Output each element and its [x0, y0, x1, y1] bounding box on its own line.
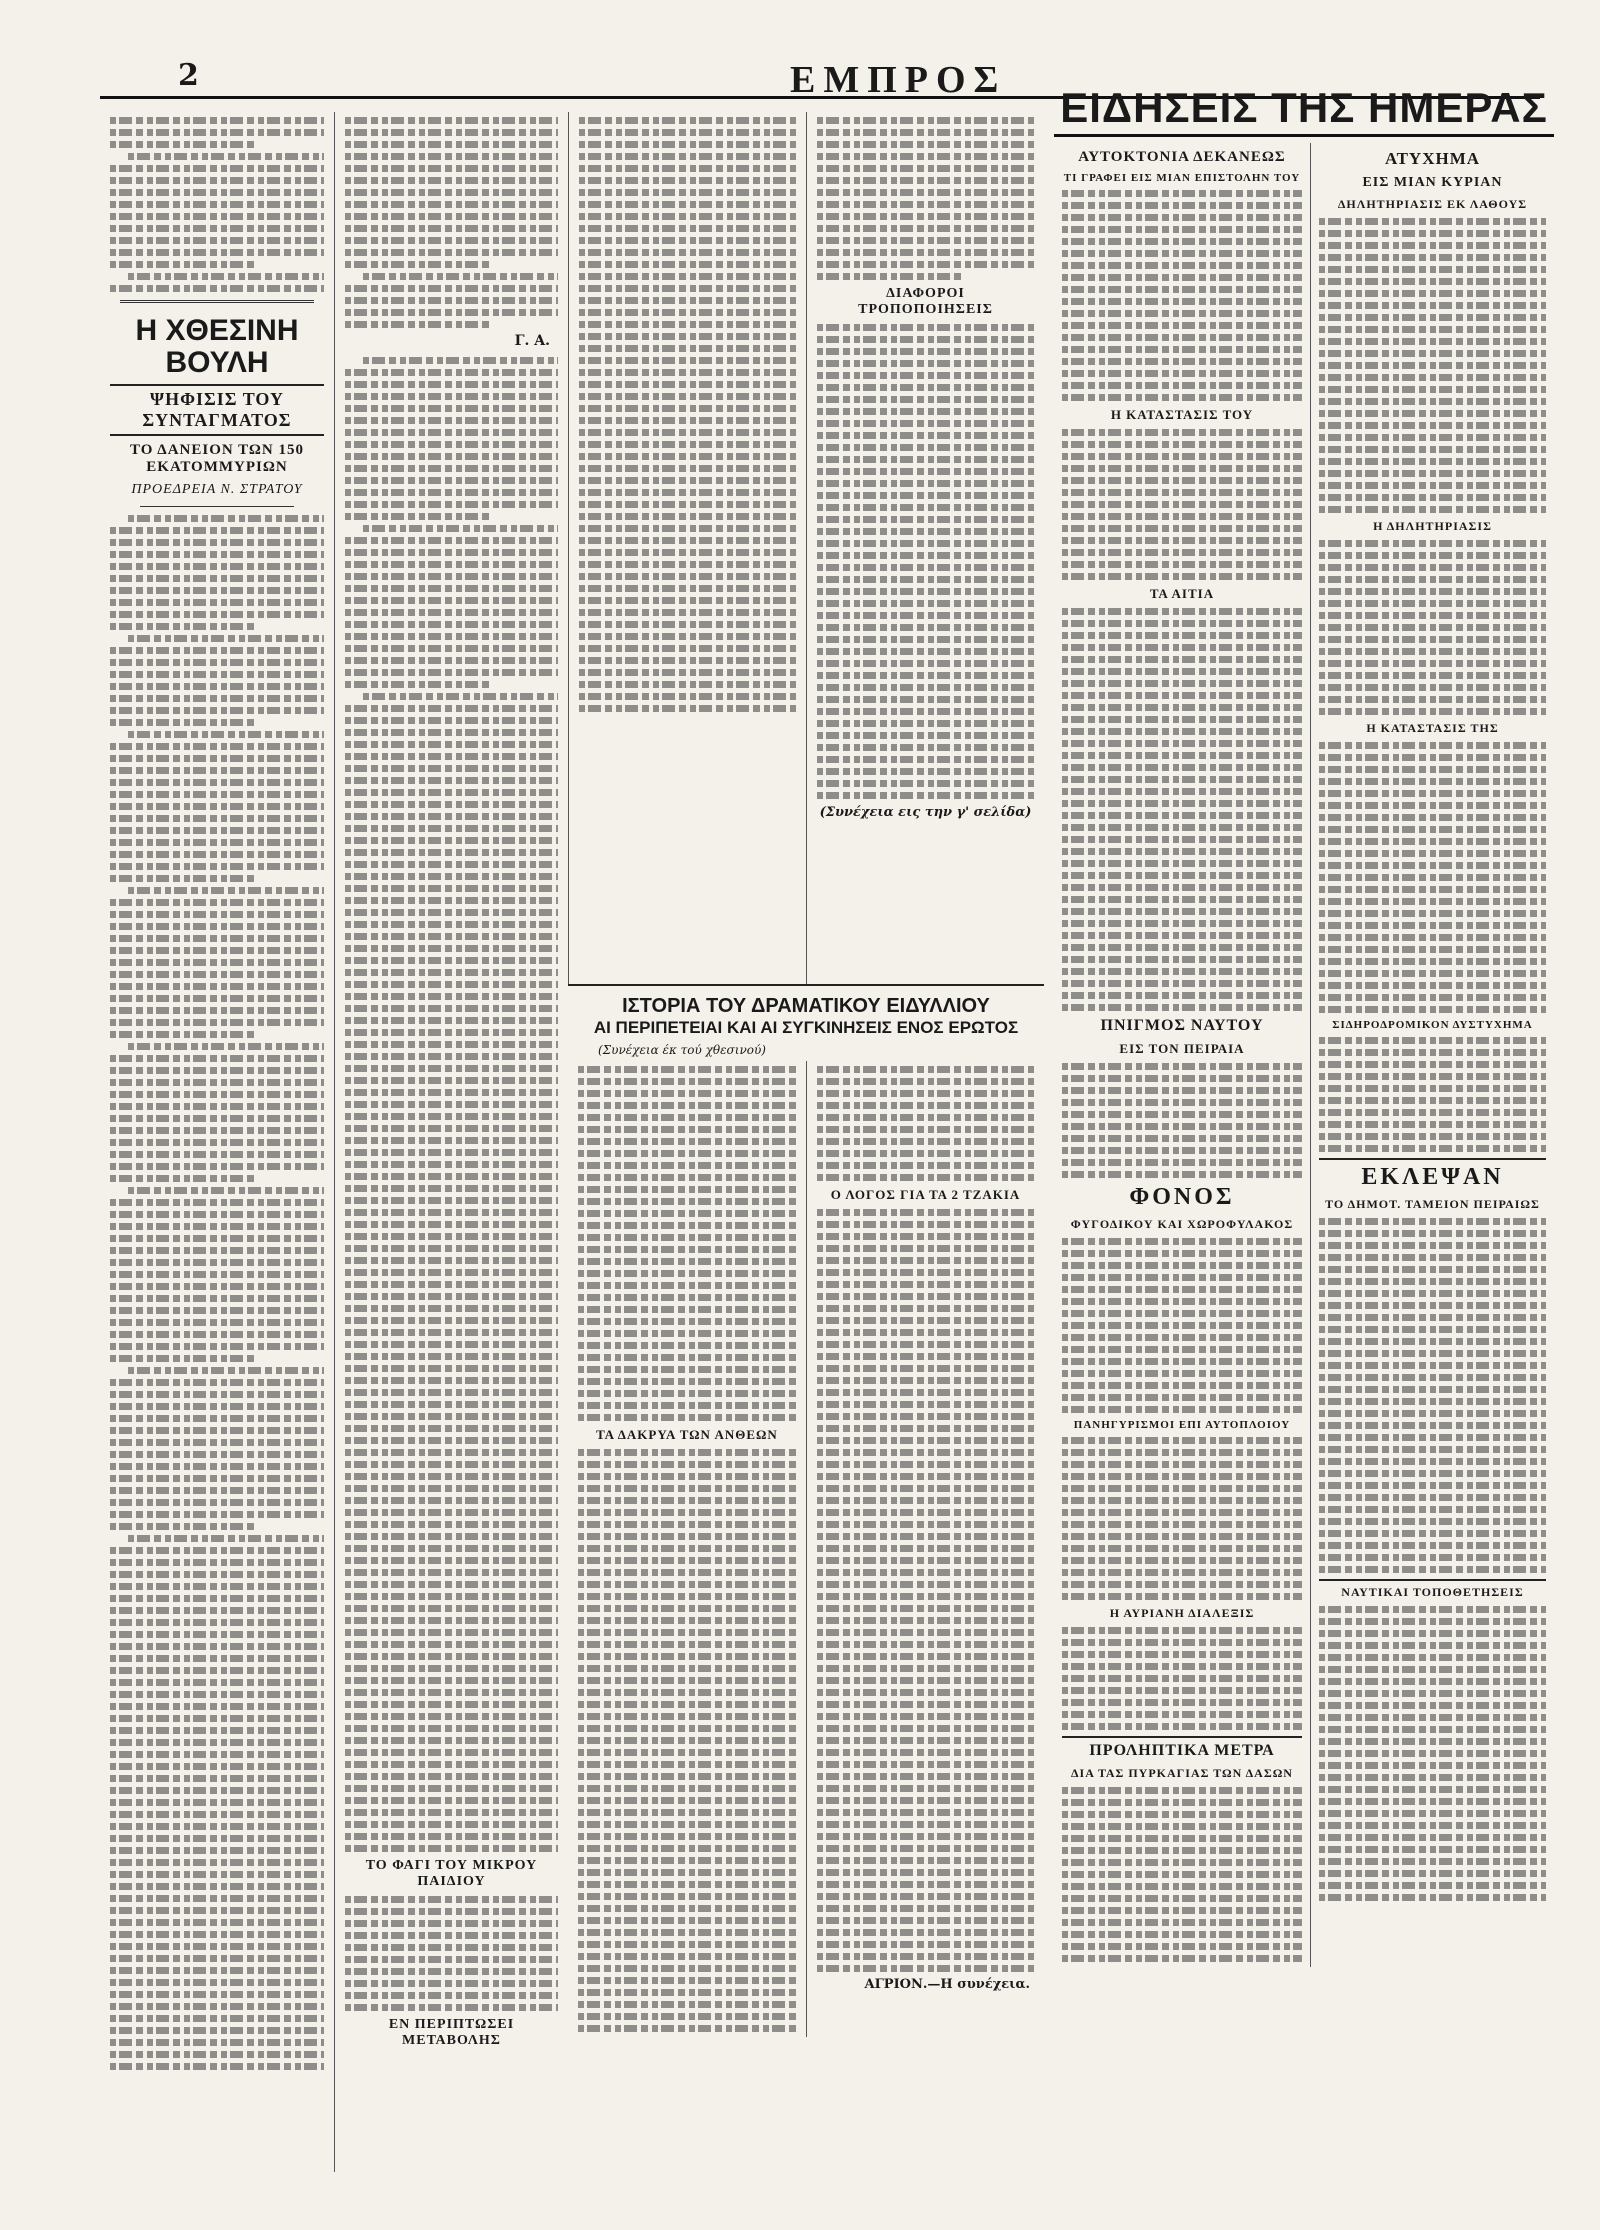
feature-footer: ΑΓΡΙΟΝ.—Η συνέχεια. [864, 1976, 1030, 1992]
column-1-text-top [110, 117, 324, 292]
news-title-7: Η ΑΥΡΙΑΝΗ ΔΙΑΛΕΞΙΣ [1109, 1606, 1255, 1621]
news6-title-6: ΕΚΛΕΨΑΝ [1319, 1158, 1546, 1191]
page-number: 2 [178, 58, 199, 93]
news6-title-2: ΔΗΛΗΤΗΡΙΑΣΙΣ ΕΚ ΛΑΘΟΥΣ [1337, 197, 1528, 212]
news-title-6: ΠΑΝΗΓΥΡΙΣΜΟΙ ΕΠΙ ΑΥΤΟΠΛΟΙΟΥ [1073, 1419, 1291, 1432]
article-byline: ΠΡΟΕΔΡΕΙΑ Ν. ΣΤΡΑΤΟΥ [131, 482, 303, 497]
feature-headline: ΙΣΤΟΡΙΑ ΤΟΥ ΔΡΑΜΑΤΙΚΟΥ ΕΙΔΥΛΛΙΟΥ [622, 995, 990, 1017]
news6-title-5: ΣΙΔΗΡΟΔΡΟΜΙΚΟΝ ΔΥΣΤΥΧΗΜΑ [1332, 1019, 1533, 1032]
continued-note: (Συνέχεια εις την γ' σελίδα) [819, 805, 1032, 820]
feature-subheadline: ΑΙ ΠΕΡΙΠΕΤΕΙΑΙ ΚΑΙ ΑΙ ΣΥΓΚΙΝΗΣΕΙΣ ΕΝΟΣ ΕΡΩΤΟΣ [593, 1018, 1019, 1037]
news-col-5 [1054, 143, 1310, 1967]
news6-title-4: Η ΚΑΤΑΣΤΑΣΙΣ ΤΗΣ [1366, 721, 1499, 736]
article-subheadline: ΨΗΦΙΣΙΣ ΤΟΥ ΣΥΝΤΑΓΜΑΤΟΣ [110, 384, 324, 436]
section-heading-metavolis: ΕΝ ΠΕΡΙΠΤΩΣΕΙ ΜΕΤΑΒΟΛΗΣ [388, 2017, 515, 2048]
news-headline: ΕΙΔΗΣΕΙΣ ΤΗΣ ΗΜΕΡΑΣ [1054, 86, 1554, 137]
article-kicker: ΤΟ ΔΑΝΕΙΟΝ ΤΩΝ 150 ΕΚΑΤΟΜΜΥΡΙΩΝ [129, 442, 305, 475]
article-headline-vouli: Η ΧΘΕΣΙΝΗ ΒΟΥΛΗ [135, 314, 299, 379]
news-sub-4: ΕΙΣ ΤΟΝ ΠΕΙΡΑΙΑ [1119, 1041, 1245, 1057]
column-2-text-mid [345, 357, 558, 1852]
column-1 [100, 112, 334, 2172]
feature-col-right [806, 1061, 1044, 2037]
column-2 [334, 112, 568, 2172]
news-col-6 [1310, 143, 1554, 1967]
column-2-text-top [345, 117, 558, 328]
feature-col-left [568, 1061, 806, 2037]
news6-title-7: ΝΑΥΤΙΚΑΙ ΤΟΠΟΘΕΤΗΣΕΙΣ [1319, 1579, 1546, 1600]
news-title-4: ΠΝΙΓΜΟΣ ΝΑΥΤΟΥ [1100, 1017, 1264, 1035]
section-heading-anthewn: ΤΑ ΔΑΚΡΥΑ ΤΩΝ ΑΝΘΕΩΝ [596, 1426, 778, 1442]
signature: Γ. Α. [514, 333, 550, 349]
news-title-1: ΑΥΤΟΚΤΟΝΙΑ ΔΕΚΑΝΕΩΣ [1078, 149, 1286, 166]
feature-note: (Συνέχεια έκ τού χθεσινού) [598, 1042, 766, 1057]
news6-sub-6: ΤΟ ΔΗΜΟΤ. ΤΑΜΕΙΟΝ ΠΕΙΡΑΙΩΣ [1325, 1197, 1540, 1212]
news-sub-5: ΦΥΓΟΔΙΚΟΥ ΚΑΙ ΧΩΡΟΦΥΛΑΚΟΣ [1070, 1217, 1294, 1232]
news-title-5: ΦΟΝΟΣ [1129, 1184, 1235, 1211]
column-4-text-top [817, 117, 1034, 280]
column-3-text [579, 117, 796, 712]
news-title-2: Η ΚΑΤΑΣΤΑΣΙΣ ΤΟΥ [1110, 407, 1254, 423]
feature-article [568, 984, 1044, 2174]
news-section [1054, 78, 1554, 2172]
newspaper-title: ΕΜΠΡΟΣ [790, 59, 1007, 101]
news6-title-3: Η ΔΗΛΗΤΗΡΙΑΣΙΣ [1373, 519, 1492, 534]
news-title-8: ΠΡΟΛΗΠΤΙΚΑ ΜΕΤΡΑ [1062, 1736, 1302, 1760]
news6-sub-1: ΕΙΣ ΜΙΑΝ ΚΥΡΙΑΝ [1362, 175, 1503, 191]
section-heading-paidiou: ΤΟ ΦΑΓΙ ΤΟΥ ΜΙΚΡΟΥ ΠΑΙΔΙΟΥ [365, 1858, 538, 1889]
column-4-text-mid [817, 324, 1034, 799]
news6-title-1: ΑΤΥΧΗΜΑ [1384, 149, 1481, 169]
news-sub-1: ΤΙ ΓΡΑΦΕΙ ΕΙΣ ΜΙΑΝ ΕΠΙΣΤΟΛΗΝ ΤΟΥ [1063, 172, 1301, 185]
section-heading-tzakia: Ο ΛΟΓΟΣ ΓΙΑ ΤΑ 2 ΤΖΑΚΙΑ [830, 1186, 1021, 1202]
news-title-3: ΤΑ ΑΙΤΙΑ [1149, 586, 1215, 602]
column-1-text-body [110, 515, 324, 2070]
section-heading-tropopoiiseis: ΔΙΑΦΟΡΟΙ ΤΡΟΠΟΠΟΙΗΣΕΙΣ [858, 286, 993, 317]
column-2-text-bottom [345, 1896, 558, 2011]
news-sub-8: ΔΙΑ ΤΑΣ ΠΥΡΚΑΓΙΑΣ ΤΩΝ ΔΑΣΩΝ [1071, 1766, 1293, 1781]
